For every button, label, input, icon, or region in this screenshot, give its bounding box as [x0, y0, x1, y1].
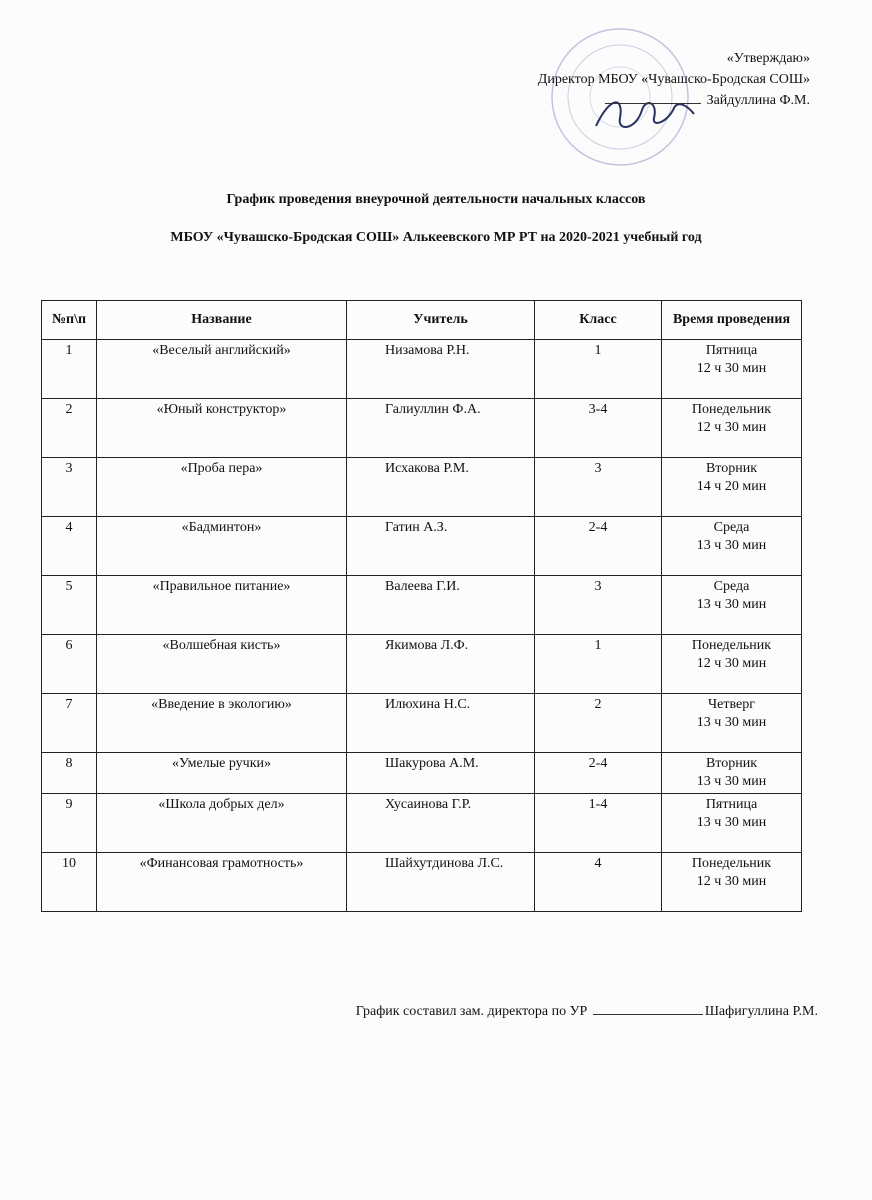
cell-name: «Юный конструктор»: [97, 399, 347, 458]
approval-block: [538, 48, 810, 111]
approval-name: Зайдуллина Ф.М.: [706, 93, 810, 108]
cell-num: 3: [42, 458, 97, 517]
cell-day: Вторник: [705, 461, 758, 476]
cell-num: 6: [42, 635, 97, 694]
table-row: [42, 853, 802, 912]
cell-day: Среда: [713, 579, 750, 594]
cell-num: 1: [42, 340, 97, 399]
compiled-by-label: График составил зам. директора по УР: [355, 1004, 588, 1019]
approval-signature-line: [538, 90, 810, 111]
header-time: Время проведения: [662, 301, 802, 340]
cell-teacher: Шакурова А.М.: [347, 753, 535, 794]
table-row: [42, 794, 802, 853]
cell-class: 1: [535, 340, 662, 399]
cell-num: 10: [42, 853, 97, 912]
header-teacher: Учитель: [347, 301, 535, 340]
cell-time: [662, 794, 802, 853]
cell-hour: 12 ч 30 мин: [696, 874, 767, 889]
cell-class: 2-4: [535, 753, 662, 794]
approval-director: Директор МБОУ «Чувашско-Бродская СОШ»: [537, 72, 810, 87]
cell-class: 3: [535, 458, 662, 517]
cell-class: 1: [535, 635, 662, 694]
cell-teacher: Хусаинова Г.Р.: [347, 794, 535, 853]
header-name: Название: [97, 301, 347, 340]
cell-class: 3-4: [535, 399, 662, 458]
cell-day: Среда: [713, 520, 750, 535]
cell-name: «Умелые ручки»: [97, 753, 347, 794]
cell-day: Четверг: [708, 697, 755, 712]
cell-name: «Правильное питание»: [97, 576, 347, 635]
table-row: [42, 517, 802, 576]
cell-name: «Финансовая грамотность»: [97, 853, 347, 912]
cell-time: [662, 458, 802, 517]
cell-name: «Введение в экологию»: [97, 694, 347, 753]
cell-day: Понедельник: [691, 856, 772, 871]
cell-hour: 13 ч 30 мин: [696, 715, 767, 730]
cell-teacher: Исхакова Р.М.: [347, 458, 535, 517]
document-title: График проведения внеурочной деятельности начальных классов: [226, 192, 646, 207]
cell-time: [662, 635, 802, 694]
cell-num: 2: [42, 399, 97, 458]
cell-time: [662, 399, 802, 458]
compiled-by-name: Шафигуллина Р.М.: [704, 1004, 818, 1019]
cell-hour: 14 ч 20 мин: [696, 479, 767, 494]
cell-time: [662, 753, 802, 794]
cell-hour: 13 ч 30 мин: [696, 538, 767, 553]
cell-name: «Проба пера»: [97, 458, 347, 517]
table-row: [42, 340, 802, 399]
cell-hour: 13 ч 30 мин: [696, 774, 767, 789]
cell-teacher: Валеева Г.И.: [347, 576, 535, 635]
cell-time: [662, 517, 802, 576]
table-row: [42, 635, 802, 694]
cell-teacher: Гатин А.З.: [347, 517, 535, 576]
cell-day: Понедельник: [691, 402, 772, 417]
cell-name: «Бадминтон»: [97, 517, 347, 576]
header-class: Класс: [535, 301, 662, 340]
cell-teacher: Илюхина Н.С.: [347, 694, 535, 753]
signature-blank: [593, 1002, 703, 1015]
table-row: [42, 458, 802, 517]
cell-name: «Волшебная кисть»: [97, 635, 347, 694]
cell-hour: 13 ч 30 мин: [696, 597, 767, 612]
cell-hour: 12 ч 30 мин: [696, 420, 767, 435]
table-row: [42, 576, 802, 635]
cell-num: 8: [42, 753, 97, 794]
schedule-table: [41, 300, 802, 912]
cell-time: [662, 340, 802, 399]
cell-class: 2: [535, 694, 662, 753]
cell-class: 2-4: [535, 517, 662, 576]
cell-hour: 13 ч 30 мин: [696, 815, 767, 830]
cell-teacher: Якимова Л.Ф.: [347, 635, 535, 694]
cell-num: 5: [42, 576, 97, 635]
table-row: [42, 399, 802, 458]
signature-blank: [605, 91, 701, 104]
cell-day: Понедельник: [691, 638, 772, 653]
document-subtitle: МБОУ «Чувашско-Бродская СОШ» Алькеевского МР РТ на 2020-2021 учебный год: [170, 230, 702, 245]
cell-hour: 12 ч 30 мин: [696, 656, 767, 671]
cell-time: [662, 576, 802, 635]
table-header-row: [42, 301, 802, 340]
cell-hour: 12 ч 30 мин: [696, 361, 767, 376]
cell-teacher: Низамова Р.Н.: [347, 340, 535, 399]
cell-class: 3: [535, 576, 662, 635]
cell-name: «Школа добрых дел»: [97, 794, 347, 853]
cell-class: 4: [535, 853, 662, 912]
cell-day: Пятница: [705, 343, 758, 358]
cell-class: 1-4: [535, 794, 662, 853]
cell-num: 9: [42, 794, 97, 853]
cell-day: Пятница: [705, 797, 758, 812]
compiled-by-line: [356, 1002, 818, 1020]
cell-day: Вторник: [705, 756, 758, 771]
table-row: [42, 694, 802, 753]
cell-time: [662, 853, 802, 912]
cell-teacher: Галиуллин Ф.А.: [347, 399, 535, 458]
cell-teacher: Шайхутдинова Л.С.: [347, 853, 535, 912]
cell-time: [662, 694, 802, 753]
cell-num: 7: [42, 694, 97, 753]
approval-caption: «Утверждаю»: [726, 51, 810, 66]
cell-num: 4: [42, 517, 97, 576]
header-num: №п\п: [42, 301, 97, 340]
cell-name: «Веселый английский»: [97, 340, 347, 399]
table-row: [42, 753, 802, 794]
